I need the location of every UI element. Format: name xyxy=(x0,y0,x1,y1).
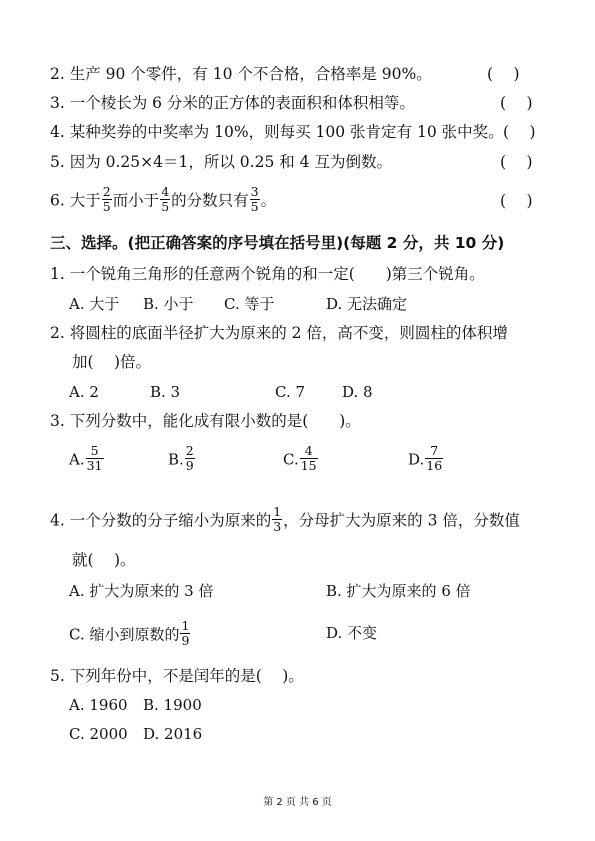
judgment-q3-answer[interactable]: ( ) xyxy=(500,94,533,112)
fraction-1-9 xyxy=(180,620,190,647)
judgment-q3-text: 3. 一个棱长为 6 分米的正方体的表面积和体积相等。 xyxy=(50,94,415,112)
fraction-numerator: 7 xyxy=(430,443,439,458)
choice-q2-option-b[interactable]: B. 3 xyxy=(150,383,181,401)
choice-q2-option-d[interactable]: D. 8 xyxy=(342,383,373,401)
fraction-4-5 xyxy=(160,186,170,213)
fraction-2-5 xyxy=(102,186,112,213)
fraction-denominator: 5 xyxy=(161,198,170,214)
fraction-4-15 xyxy=(300,445,318,472)
judgment-q5-answer[interactable]: ( ) xyxy=(500,153,533,171)
choice-q1-option-a[interactable]: A. 大于 xyxy=(69,295,120,313)
fraction-denominator: 9 xyxy=(185,457,194,473)
fraction-3-5 xyxy=(250,186,260,213)
judgment-q2-answer[interactable]: ( ) xyxy=(487,65,520,83)
choice-q3: 3. 下列分数中，能化成有限小数的是( )。 xyxy=(50,412,361,430)
choice-q4-text-b: ，分母扩大为原来的 3 倍，分数值 xyxy=(283,511,520,530)
choice-q4-option-c[interactable] xyxy=(69,618,191,649)
choice-q1-option-d[interactable]: D. 无法确定 xyxy=(326,295,408,313)
fraction-7-16 xyxy=(425,445,443,472)
choice-q3-option-c[interactable] xyxy=(283,443,319,474)
judgment-q5 xyxy=(50,151,392,173)
judgment-q3 xyxy=(50,92,415,114)
choice-q5-option-c[interactable]: C. 2000 xyxy=(69,725,128,743)
choice-q3-option-b[interactable] xyxy=(168,443,196,474)
fraction-numerator: 2 xyxy=(102,184,111,199)
choice-q5-option-d[interactable]: D. 2016 xyxy=(143,725,203,743)
fraction-denominator: 31 xyxy=(86,457,103,473)
fraction-numerator: 1 xyxy=(181,618,190,633)
choice-q5-option-b[interactable]: B. 1900 xyxy=(143,696,202,714)
option-letter: C. xyxy=(283,450,299,469)
judgment-q6-end: 。 xyxy=(260,191,277,210)
page-footer: 第 2 页 共 6 页 xyxy=(263,797,332,808)
judgment-q4-text: 4. 某种奖券的中奖率为 10%，则每买 100 张肯定有 10 张中奖。 xyxy=(50,123,504,141)
fraction-numerator: 1 xyxy=(273,504,282,519)
choice-q1: 1. 一个锐角三角形的任意两个锐角的和一定( )第三个锐角。 xyxy=(50,265,485,283)
judgment-q6-answer[interactable]: ( ) xyxy=(500,192,533,210)
judgment-q4 xyxy=(50,121,504,143)
judgment-q6-mid2: 的分数只有 xyxy=(171,191,249,210)
choice-q4-text-a: 4. 一个分数的分子缩小为原来的 xyxy=(50,511,272,530)
choice-q1-option-c[interactable]: C. 等于 xyxy=(224,295,275,313)
option-text: C. 缩小到原数的 xyxy=(69,625,180,644)
choice-q3-option-d[interactable] xyxy=(408,443,444,474)
judgment-q6 xyxy=(50,184,277,215)
fraction-denominator: 9 xyxy=(181,632,190,648)
choice-q5-option-a[interactable]: A. 1960 xyxy=(69,696,128,714)
choice-q5: 5. 下列年份中，不是闰年的是( )。 xyxy=(50,667,304,685)
fraction-1-3 xyxy=(272,506,282,533)
judgment-q6-prefix: 6. 大于 xyxy=(50,191,101,210)
option-letter: A. xyxy=(69,450,85,469)
fraction-numerator: 3 xyxy=(250,184,259,199)
choice-q4-option-d[interactable]: D. 不变 xyxy=(326,624,378,642)
section-3-title: 三、选择。(把正确答案的序号填在括号里)(每题 2 分，共 10 分) xyxy=(50,234,505,252)
fraction-2-9 xyxy=(185,445,195,472)
fraction-5-31 xyxy=(86,445,104,472)
fraction-denominator: 5 xyxy=(102,198,111,214)
fraction-denominator: 16 xyxy=(426,457,443,473)
judgment-q2 xyxy=(50,63,432,85)
fraction-denominator: 15 xyxy=(300,457,317,473)
choice-q4-option-b[interactable]: B. 扩大为原来的 6 倍 xyxy=(326,582,471,600)
judgment-q2-text: 2. 生产 90 个零件，有 10 个不合格，合格率是 90%。 xyxy=(50,65,432,83)
judgment-q5-text: 5. 因为 0.25×4＝1，所以 0.25 和 4 互为倒数。 xyxy=(50,153,392,171)
choice-q2-line2: 加( )倍。 xyxy=(72,353,152,371)
choice-q4-line1 xyxy=(50,504,520,535)
choice-q3-option-a[interactable] xyxy=(69,443,105,474)
option-letter: D. xyxy=(408,450,425,469)
choice-q2-line1: 2. 将圆柱的底面半径扩大为原来的 2 倍，高不变，则圆柱的体积增 xyxy=(50,324,508,342)
choice-q2-option-c[interactable]: C. 7 xyxy=(275,383,306,401)
choice-q1-option-b[interactable]: B. 小于 xyxy=(143,295,194,313)
fraction-numerator: 4 xyxy=(304,443,313,458)
judgment-q6-mid: 而小于 xyxy=(112,191,160,210)
choice-q4-line2: 就( )。 xyxy=(72,551,136,569)
option-letter: B. xyxy=(168,450,184,469)
fraction-denominator: 3 xyxy=(273,518,282,534)
choice-q2-option-a[interactable]: A. 2 xyxy=(69,383,99,401)
judgment-q4-answer[interactable]: ( ) xyxy=(503,123,536,141)
fraction-numerator: 5 xyxy=(90,443,99,458)
fraction-denominator: 5 xyxy=(250,198,259,214)
fraction-numerator: 2 xyxy=(185,443,194,458)
fraction-numerator: 4 xyxy=(161,184,170,199)
choice-q4-option-a[interactable]: A. 扩大为原来的 3 倍 xyxy=(69,582,214,600)
